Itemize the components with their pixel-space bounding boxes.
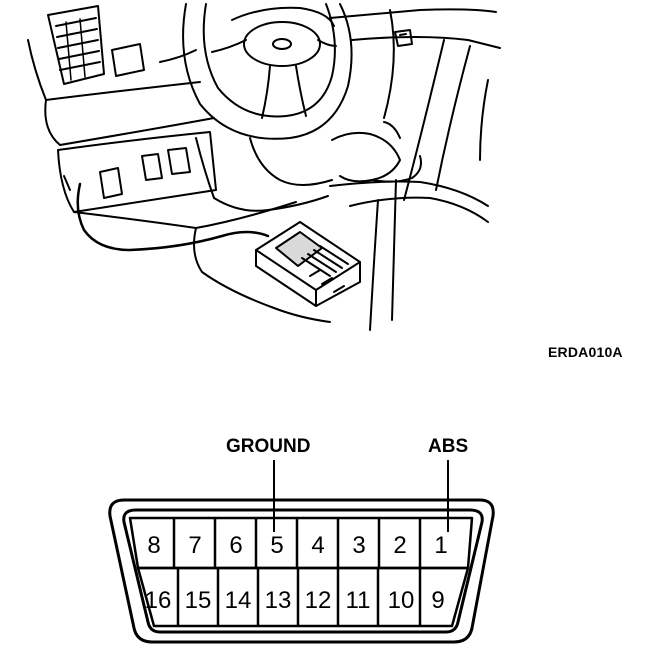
pin-13: 13 (264, 587, 292, 614)
pin-15: 15 (184, 587, 212, 614)
dlc-connector (110, 500, 493, 642)
pin-12: 12 (304, 587, 332, 614)
pin-8: 8 (147, 532, 161, 559)
pin-10: 10 (387, 587, 415, 614)
pin-6: 6 (229, 532, 243, 559)
leader-lines (274, 460, 448, 532)
steering-column (250, 138, 332, 185)
scan-tool-cable (78, 184, 268, 250)
pin-11: 11 (345, 587, 371, 614)
pin-14: 14 (224, 587, 252, 614)
abs-label: ABS (428, 436, 469, 457)
connector-outer-shell (110, 500, 493, 642)
figure-code: ERDA010A (548, 344, 623, 360)
dash-switch (112, 44, 144, 76)
pin-2: 2 (393, 532, 407, 559)
dashboard (28, 9, 500, 145)
ground-label: GROUND (226, 436, 311, 457)
pin-1: 1 (434, 532, 448, 559)
pin-3: 3 (352, 532, 366, 559)
pin-7: 7 (188, 532, 202, 559)
scan-tool (256, 222, 360, 306)
pin-5: 5 (270, 532, 284, 559)
car-interior-drawing (28, 4, 500, 330)
pin-16: 16 (144, 587, 172, 614)
pin-4: 4 (311, 532, 325, 559)
lower-dash-panel (58, 132, 216, 212)
pin-9: 9 (431, 587, 445, 614)
air-vent (48, 6, 104, 84)
